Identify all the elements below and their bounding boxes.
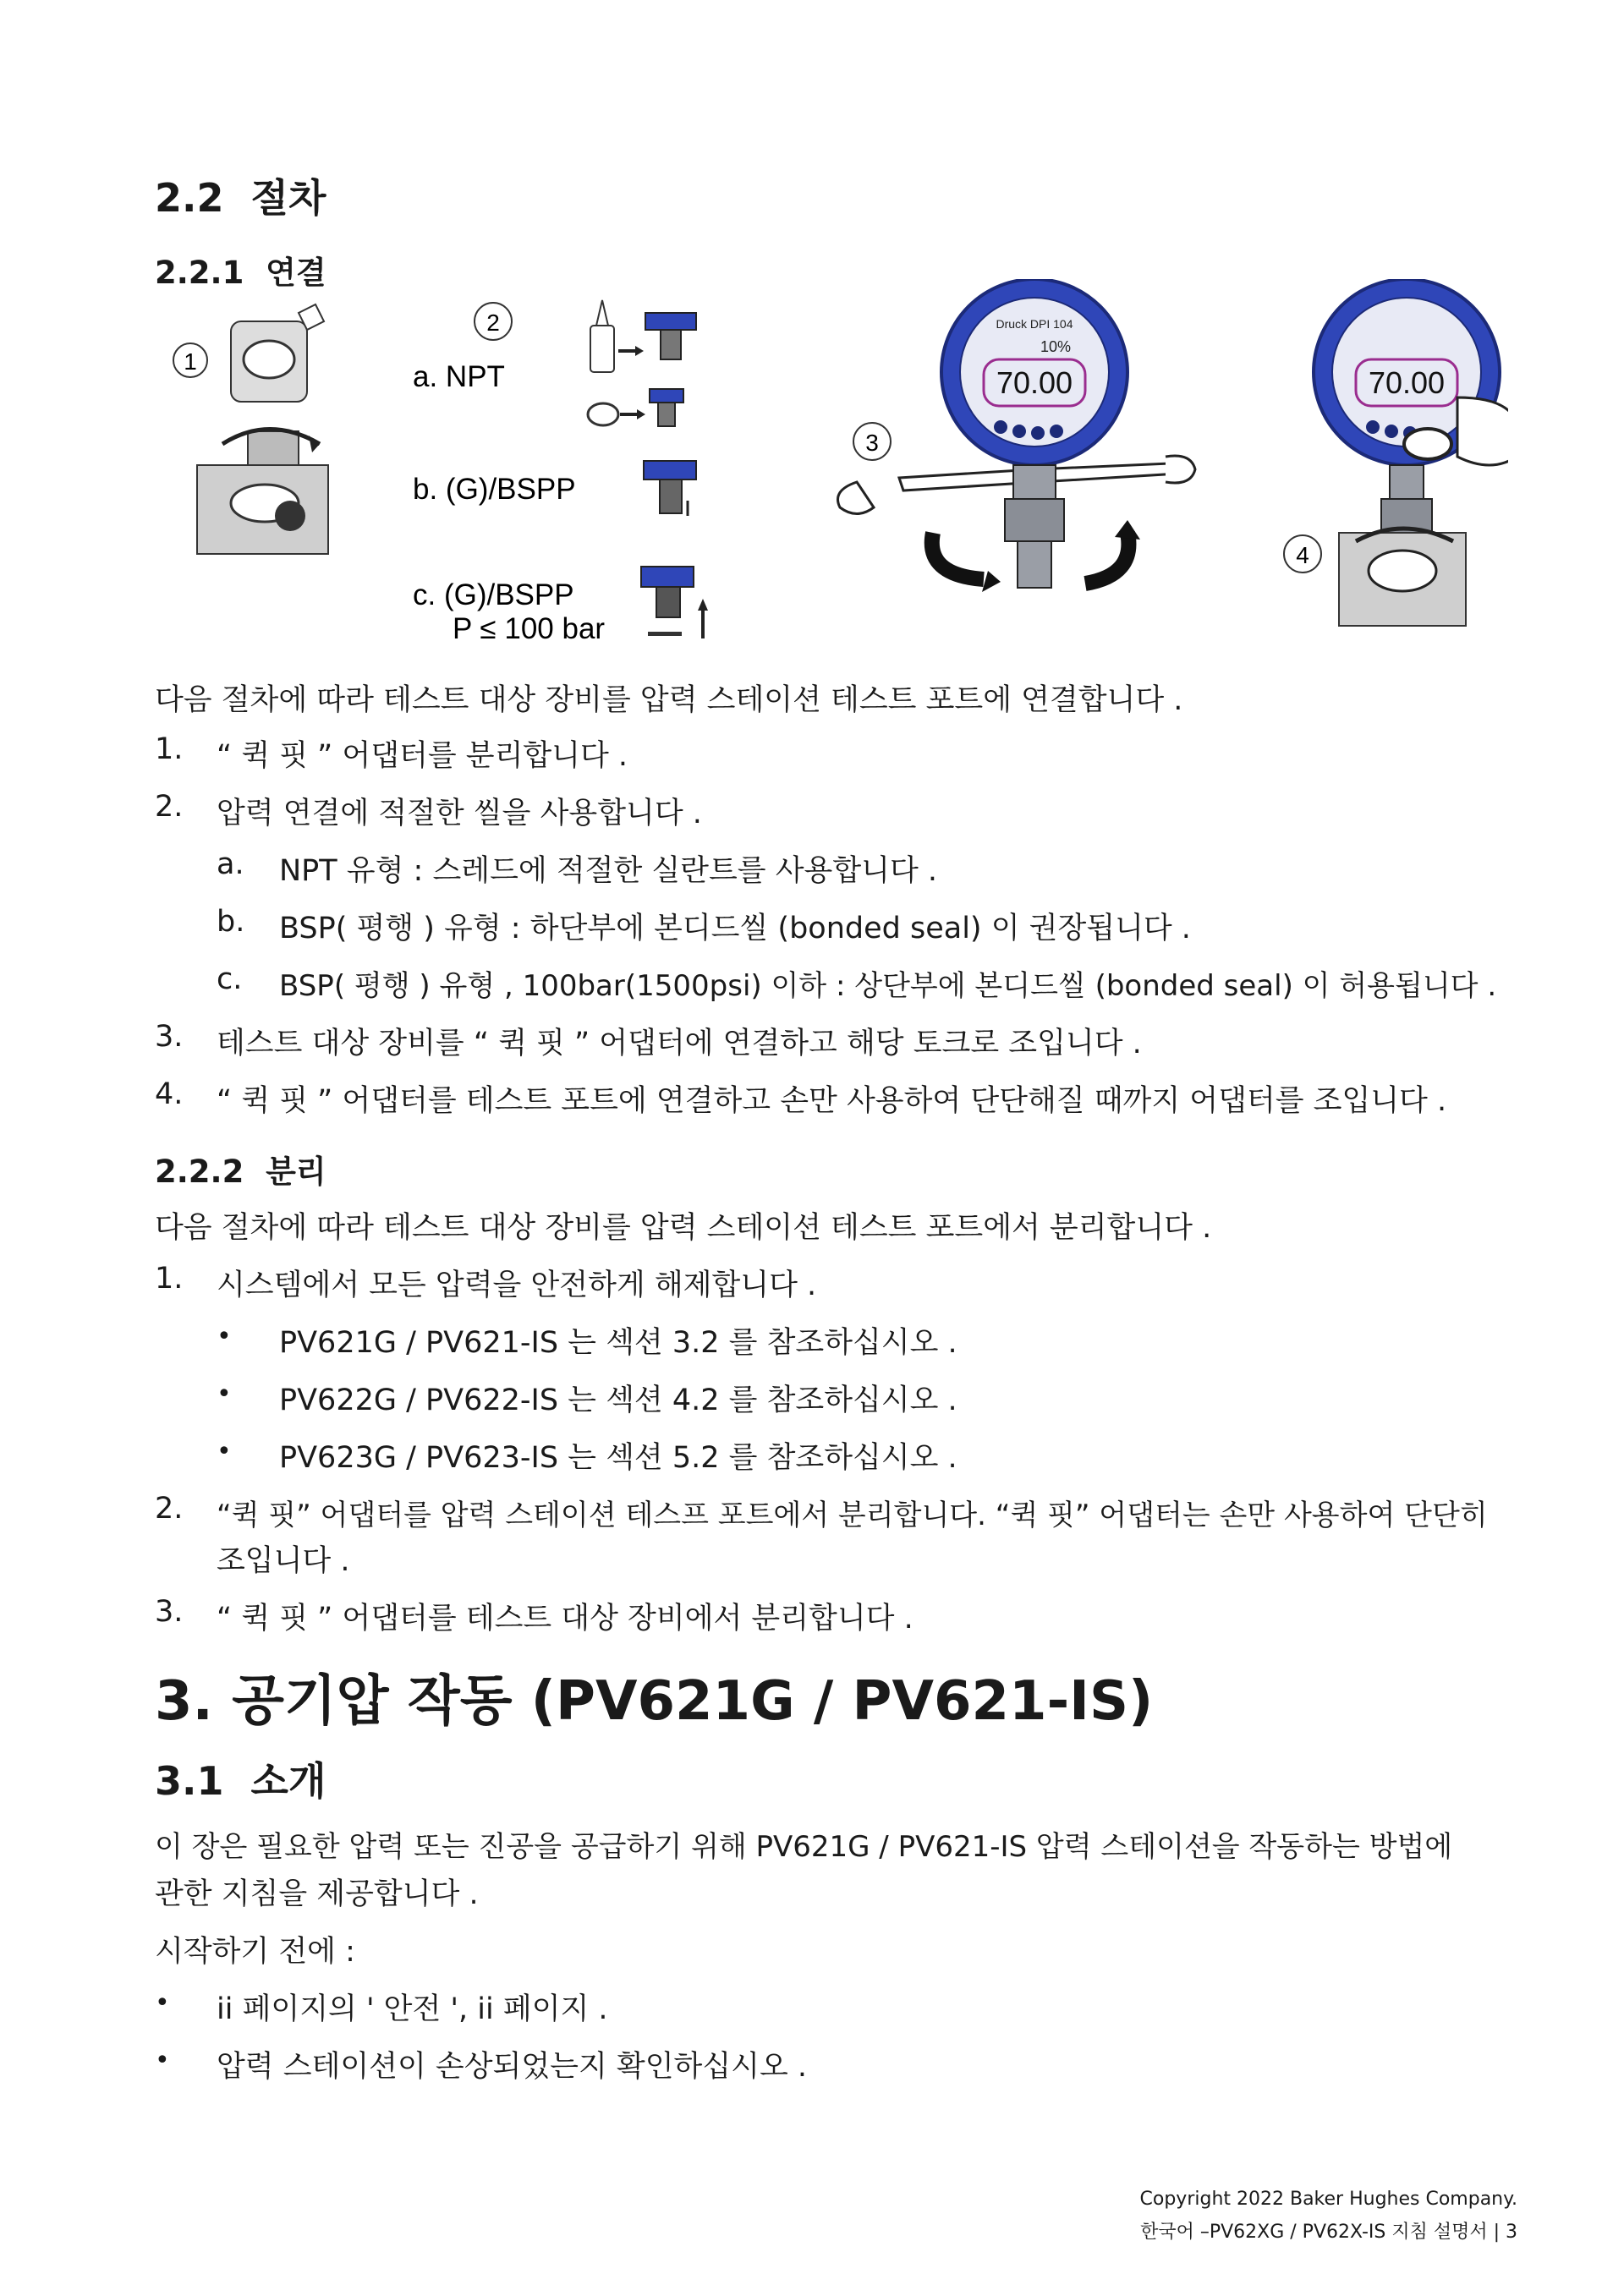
fitting-label-pressure-limit: P ≤ 100 bar [453,612,606,645]
connect-step-4: “ 퀵 핏 ” 어댑터를 테스트 포트에 연결하고 손만 사용하여 단단해질 때까지 어댑터를 조입니다 . [217,1084,1447,1118]
connect-step-1: “ 퀵 핏 ” 어댑터를 분리합니다 . [217,739,628,773]
connect-intro: 다음 절차에 따라 테스트 대상 장비를 압력 스테이션 테스트 포트에 연결합니다 . [155,683,1183,717]
disconnect-intro: 다음 절차에 따라 테스트 대상 장비를 압력 스테이션 테스트 포트에서 분리합니다 . [155,1211,1212,1245]
bullet-dot: • [155,1988,170,2018]
section-number: 2.2.1 [155,255,244,291]
fitting-label-npt: a. NPT [413,360,505,393]
step4-illustration [1284,279,1508,626]
chapter-3-heading: 3. 공기압 작동 (PV621G / PV621-IS) [155,1670,1154,1733]
section-2-2-2-heading [155,1146,326,1192]
gauge-display-value: 70.00 [996,365,1073,400]
intro-line-1: 이 장은 필요한 압력 또는 진공을 공급하기 위해 PV621G / PV621-IS 압력 스테이션을 작동하는 방법에 [155,1830,1453,1864]
section-number: 3.1 [155,1758,224,1804]
bullet-dot: • [217,1322,232,1351]
disconnect-bullet: PV621G / PV621-IS 는 섹션 3.2 를 참조하십시오 . [279,1326,957,1360]
connect-step-2c: BSP( 평행 ) 유형 , 100bar(1500psi) 이하 : 상단부에 본디드씰 (bonded seal) 이 허용됩니다 . [279,969,1497,1003]
list-number: 2. [155,1492,184,1526]
fitting-label-bspp: b. (G)/BSPP [413,473,576,506]
list-letter: b. [217,905,245,939]
intro-bullet: ii 페이지의 ' 안전 ', ii 페이지 . [217,1992,608,2026]
list-number: 2. [155,790,184,824]
step1-number: 1 [184,348,197,375]
intro-bullet: 압력 스테이션이 손상되었는지 확인하십시오 . [217,2050,808,2084]
gauge-brand: Druck DPI 104 [996,317,1073,331]
list-number: 4. [155,1077,184,1111]
section-number: 2.2.2 [155,1153,244,1190]
section-2-2-heading [155,167,326,223]
step3-number: 3 [865,430,879,456]
disconnect-step-3: “ 퀵 핏 ” 어댑터를 테스트 대상 장비에서 분리합니다 . [217,1602,914,1636]
footer-document-title: 한국어 –PV62XG / PV62X-IS 지침 설명서 | 3 [1140,2222,1517,2243]
bullet-dot: • [217,1437,232,1466]
footer-copyright: Copyright 2022 Baker Hughes Company. [1139,2189,1517,2210]
bullet-dot: • [155,2046,170,2075]
bullet-dot: • [217,1379,232,1409]
section-title: 절차 [250,175,326,221]
list-number: 1. [155,1262,184,1296]
connect-step-2a: NPT 유형 : 스레드에 적절한 실란트를 사용합니다 . [279,854,938,888]
connect-step-2b: BSP( 평행 ) 유형 : 하단부에 본디드씰 (bonded seal) 이 권장됩니다 . [279,912,1191,945]
list-letter: c. [217,962,243,996]
step4-number: 4 [1296,542,1309,568]
list-number: 1. [155,732,184,766]
connect-step-2: 압력 연결에 적절한 씰을 사용합니다 . [217,797,702,830]
section-title: 연결 [266,255,326,291]
disconnect-bullet: PV623G / PV623-IS 는 섹션 5.2 를 참조하십시오 . [279,1441,957,1475]
connection-figure [155,279,1508,651]
list-number: 3. [155,1020,184,1054]
list-letter: a. [217,847,244,881]
connect-step-3: 테스트 대상 장비를 “ 퀵 핏 ” 어댑터에 연결하고 해당 토크로 조입니다 . [217,1027,1142,1060]
disconnect-step-1: 시스템에서 모든 압력을 안전하게 해제합니다 . [217,1269,817,1302]
step2-number: 2 [486,310,500,336]
before-start-label: 시작하기 전에 : [155,1935,355,1969]
gauge-unit: 10% [1040,338,1072,355]
disconnect-bullet: PV622G / PV622-IS 는 섹션 4.2 를 참조하십시오 . [279,1384,957,1417]
section-3-1-heading [155,1751,326,1806]
gauge-display-value: 70.00 [1368,365,1446,400]
list-number: 3. [155,1595,184,1629]
section-number: 2.2 [155,175,224,221]
section-title: 분리 [266,1153,326,1190]
step1-illustration [173,304,328,554]
step3-illustration [838,279,1196,592]
section-title: 소개 [250,1758,326,1804]
intro-line-2: 관한 지침을 제공합니다 . [155,1877,479,1911]
disconnect-step-2-line2: 조입니다 . [217,1544,350,1578]
disconnect-step-2-line1: “퀵 핏” 어댑터를 압력 스테이션 테스프 포트에서 분리합니다. “퀵 핏” 어댑터는 손만 사용하여 단단히 [217,1499,1488,1532]
fitting-label-bspp-low: c. (G)/BSPP [413,578,574,611]
